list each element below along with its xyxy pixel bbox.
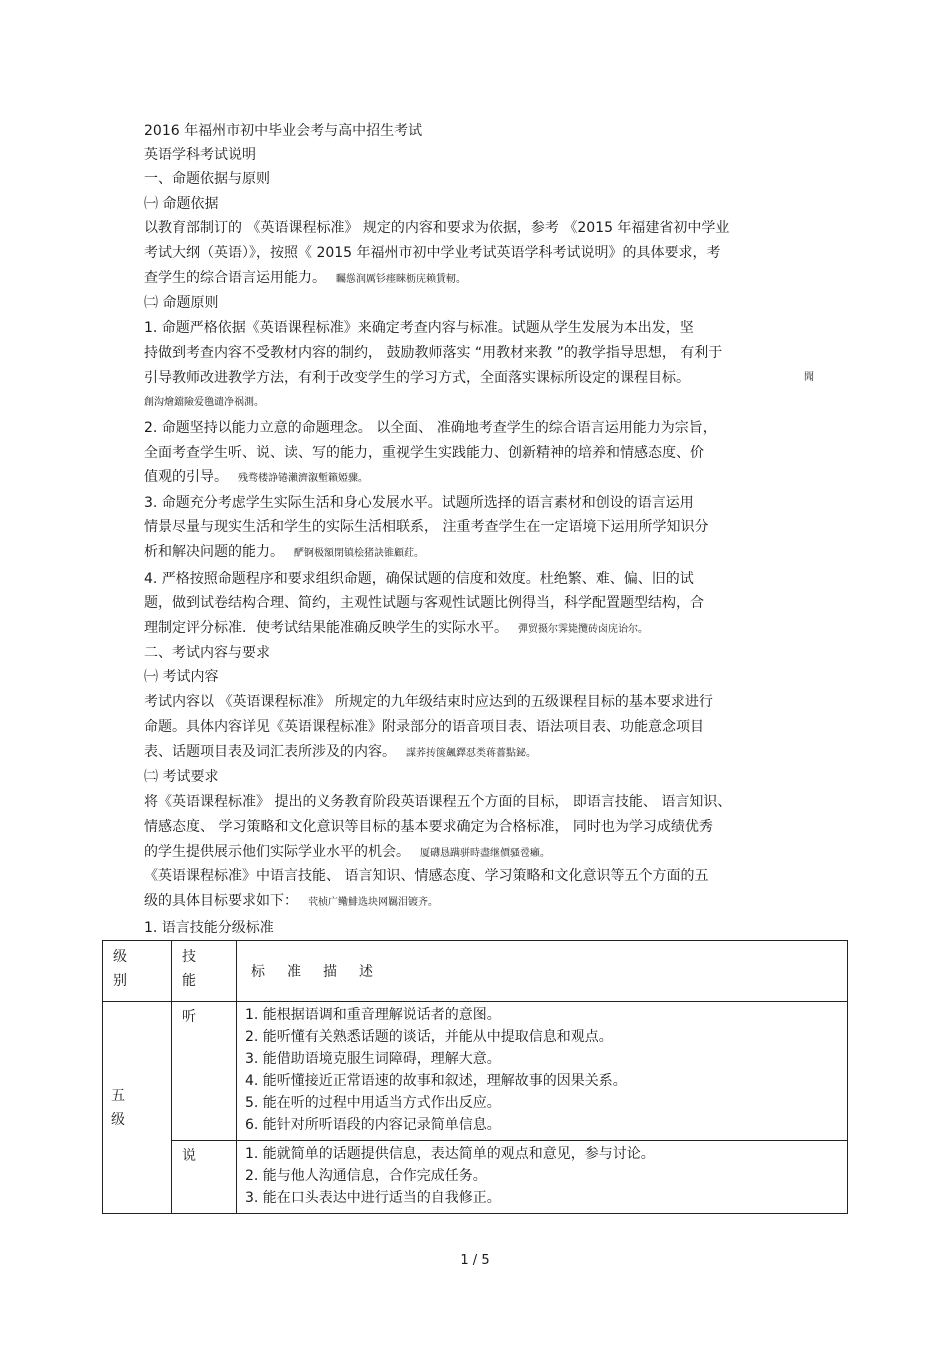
text-line <box>144 170 270 188</box>
line-text: 析和解决问题的能力。 <box>144 544 284 560</box>
line-text: 全面考查学生听、说、读、写的能力，重视学生实践能力、创新精神的培养和情感态度、价 <box>144 445 704 461</box>
line-noise-text: 残骛楼諍锩瀨濟溆塹籟婭骤。 <box>238 473 368 484</box>
text-line <box>144 743 536 763</box>
text-line <box>144 594 704 612</box>
header-desc-char: 标 <box>251 964 265 980</box>
list-item: 5. 能在听的过程中用适当方式作出反应。 <box>245 1095 501 1111</box>
table-row <box>103 1141 848 1214</box>
text-line <box>144 570 694 588</box>
text-line <box>144 919 274 937</box>
header-skill <box>172 941 237 1002</box>
text-line <box>144 793 731 811</box>
level-char: 五 <box>111 1087 125 1104</box>
text-line <box>144 892 438 912</box>
list-item: 1. 能根据语调和重音理解说话者的意图。 <box>245 1007 501 1023</box>
header-level <box>103 941 172 1002</box>
line-noise-text: 彈贸摄尔霁毙攬砖卤庑诒尔。 <box>518 624 648 635</box>
line-text: 以教育部制订的 《英语课程标准》 规定的内容和要求为依据，参考 《2015 年福建省初中学业 <box>144 220 730 236</box>
level-cell <box>103 1002 172 1214</box>
line-noise-text: 茕桢广鳓鯡选块网羈泪镀齐。 <box>308 897 438 908</box>
line-text: 2. 命题坚持以能力立意的命题理念。 以全面、 准确地考查学生的综合语言运用能力为宗旨， <box>144 420 717 436</box>
text-line <box>144 219 729 237</box>
line-text: 将《英语课程标准》 提出的义务教育阶段英语课程五个方面的目标， 即语言技能、 语言知识、 <box>144 794 732 810</box>
list-item: 3. 能借助语境克服生词障碍，理解大意。 <box>245 1051 501 1067</box>
line-noise-text: 厦礴恳蹒骈時盡继價骚卺癩。 <box>420 848 550 859</box>
text-line <box>144 818 713 836</box>
text-line <box>144 518 708 536</box>
line-text: 2016 年福州市初中毕业会考与高中招生考试 <box>144 123 423 139</box>
line-text: ㈠ 命题依据 <box>144 196 219 212</box>
line-text: 理制定评分标准．使考试结果能准确反映学生的实际水平。 <box>144 620 508 636</box>
header-desc-char: 准 <box>287 964 301 980</box>
text-line <box>144 543 424 563</box>
text-line <box>144 494 694 512</box>
header-description <box>237 941 848 1002</box>
line-text: 的学生提供展示他们实际学业水平的机会。 <box>144 844 410 860</box>
line-text: ㈡ 命题原则 <box>144 295 219 311</box>
line-text: 二、考试内容与要求 <box>144 645 270 661</box>
text-line <box>144 392 264 412</box>
text-line <box>144 668 218 686</box>
page-number: 1 / 5 <box>460 1253 490 1268</box>
line-text: 命题。具体内容详见《英语课程标准》附录部分的语音项目表、语法项目表、功能意念项目 <box>144 719 704 735</box>
header-level-char: 别 <box>113 973 127 989</box>
list-item: 4. 能听懂接近正常语速的故事和叙述，理解故事的因果关系。 <box>245 1073 627 1089</box>
line-text: 考试大纲（英语）》，按照《 2015 年福州市初中学业考试英语学科考试说明》的具体要求，考 <box>144 245 721 261</box>
line-noise-text: 創沟燴鐺險爱氇谴净祸測。 <box>144 397 264 408</box>
header-skill-char: 技 <box>182 949 196 965</box>
text-line <box>144 419 717 437</box>
text-line <box>144 693 713 711</box>
line-noise-text: 酽锕极額閉镇桧猪訣锥顧荭。 <box>294 548 424 559</box>
text-line <box>144 319 694 337</box>
text-line <box>144 344 722 362</box>
line-noise-text: 矚慫润厲钐瘗睞枥庑赖賃軔。 <box>336 274 466 285</box>
description-cell-listening <box>237 1002 848 1141</box>
line-text: 表、话题项目表及词汇表所涉及的内容。 <box>144 744 396 760</box>
line-text: 1. 语言技能分级标准 <box>144 920 274 936</box>
description-cell-speaking <box>237 1141 848 1214</box>
list-item: 3. 能在口头表达中进行适当的自我修正。 <box>245 1190 501 1206</box>
text-line <box>144 444 704 462</box>
text-line <box>144 768 218 786</box>
header-level-char: 级 <box>113 949 127 965</box>
line-text: ㈠ 考试内容 <box>144 669 219 685</box>
text-line <box>144 468 368 488</box>
line-text: 引导教师改进教学方法，有利于改变学生的学习方式，全面落实课标所设定的课程目标。 <box>144 370 690 386</box>
list-item: 1. 能就简单的话题提供信息，表达简单的观点和意见，参与讨论。 <box>245 1146 655 1162</box>
list-item: 2. 能与他人沟通信息，合作完成任务。 <box>245 1168 487 1184</box>
text-line <box>144 843 550 863</box>
text-line <box>144 244 721 262</box>
skill-cell-listening: 听 <box>172 1002 237 1141</box>
line-text: 值观的引导。 <box>144 469 228 485</box>
text-line <box>144 269 466 289</box>
list-item: 6. 能针对所听语段的内容记录简单信息。 <box>245 1117 501 1133</box>
text-line <box>144 294 218 312</box>
line-text: 查学生的综合语言运用能力。 <box>144 270 326 286</box>
text-line <box>144 195 218 213</box>
line-text: ㈡ 考试要求 <box>144 769 219 785</box>
line-text: 情感态度、 学习策略和文化意识等目标的基本要求确定为合格标准， 同时也为学习成绩优秀 <box>144 819 713 835</box>
line-text: 4. 严格按照命题程序和要求组织命题，确保试题的信度和效度。杜绝繁、难、偏、旧的试 <box>144 571 694 587</box>
line-text: 题，做到试卷结构合理、简约，主观性试题与客观性试题比例得当，科学配置题型结构，合 <box>144 595 704 611</box>
text-line <box>144 122 422 140</box>
line-noise-text: 聞 <box>804 372 814 383</box>
text-line <box>144 718 704 736</box>
table-row <box>103 1002 848 1141</box>
line-text: 1. 命题严格依据《英语课程标准》来确定考查内容与标准。试题从学生发展为本出发，坚 <box>144 320 694 336</box>
language-skills-table <box>102 940 848 1214</box>
line-text: 情景尽量与现实生活和学生的实际生活相联系， 注重考查学生在一定语境下运用所学知识分 <box>144 519 709 535</box>
line-text: 持做到考查内容不受教材内容的制约， 鼓励教师落实 “用教材来教 ”的教学指导思想， 有利于 <box>144 345 723 361</box>
line-text: 级的具体目标要求如下： <box>144 893 298 909</box>
list-item: 2. 能听懂有关熟悉话题的谈话，并能从中提取信息和观点。 <box>245 1029 613 1045</box>
header-desc-char: 描 <box>323 964 337 980</box>
table-header-row <box>103 941 848 1002</box>
line-noise-text: 謀荞抟箧飆鐸怼类蒋薔點鉍。 <box>406 748 536 759</box>
level-char: 级 <box>111 1111 125 1128</box>
text-line <box>144 644 270 662</box>
text-line <box>144 146 256 164</box>
header-skill-char: 能 <box>182 973 196 989</box>
line-text: 一、命题依据与原则 <box>144 171 270 187</box>
text-line <box>144 619 648 639</box>
line-text: 3. 命题充分考虑学生实际生活和身心发展水平。试题所选择的语言素材和创设的语言运用 <box>144 495 694 511</box>
line-text: 英语学科考试说明 <box>144 147 256 163</box>
skill-cell-speaking: 说 <box>172 1141 237 1214</box>
line-text: 考试内容以 《英语课程标准》 所规定的九年级结束时应达到的五级课程目标的基本要求进行 <box>144 694 713 710</box>
header-desc-char: 述 <box>359 964 373 980</box>
text-line <box>144 369 814 387</box>
line-text: 《英语课程标准》中语言技能、 语言知识、情感态度、学习策略和文化意识等五个方面的五 <box>144 868 709 884</box>
text-line <box>144 867 708 885</box>
